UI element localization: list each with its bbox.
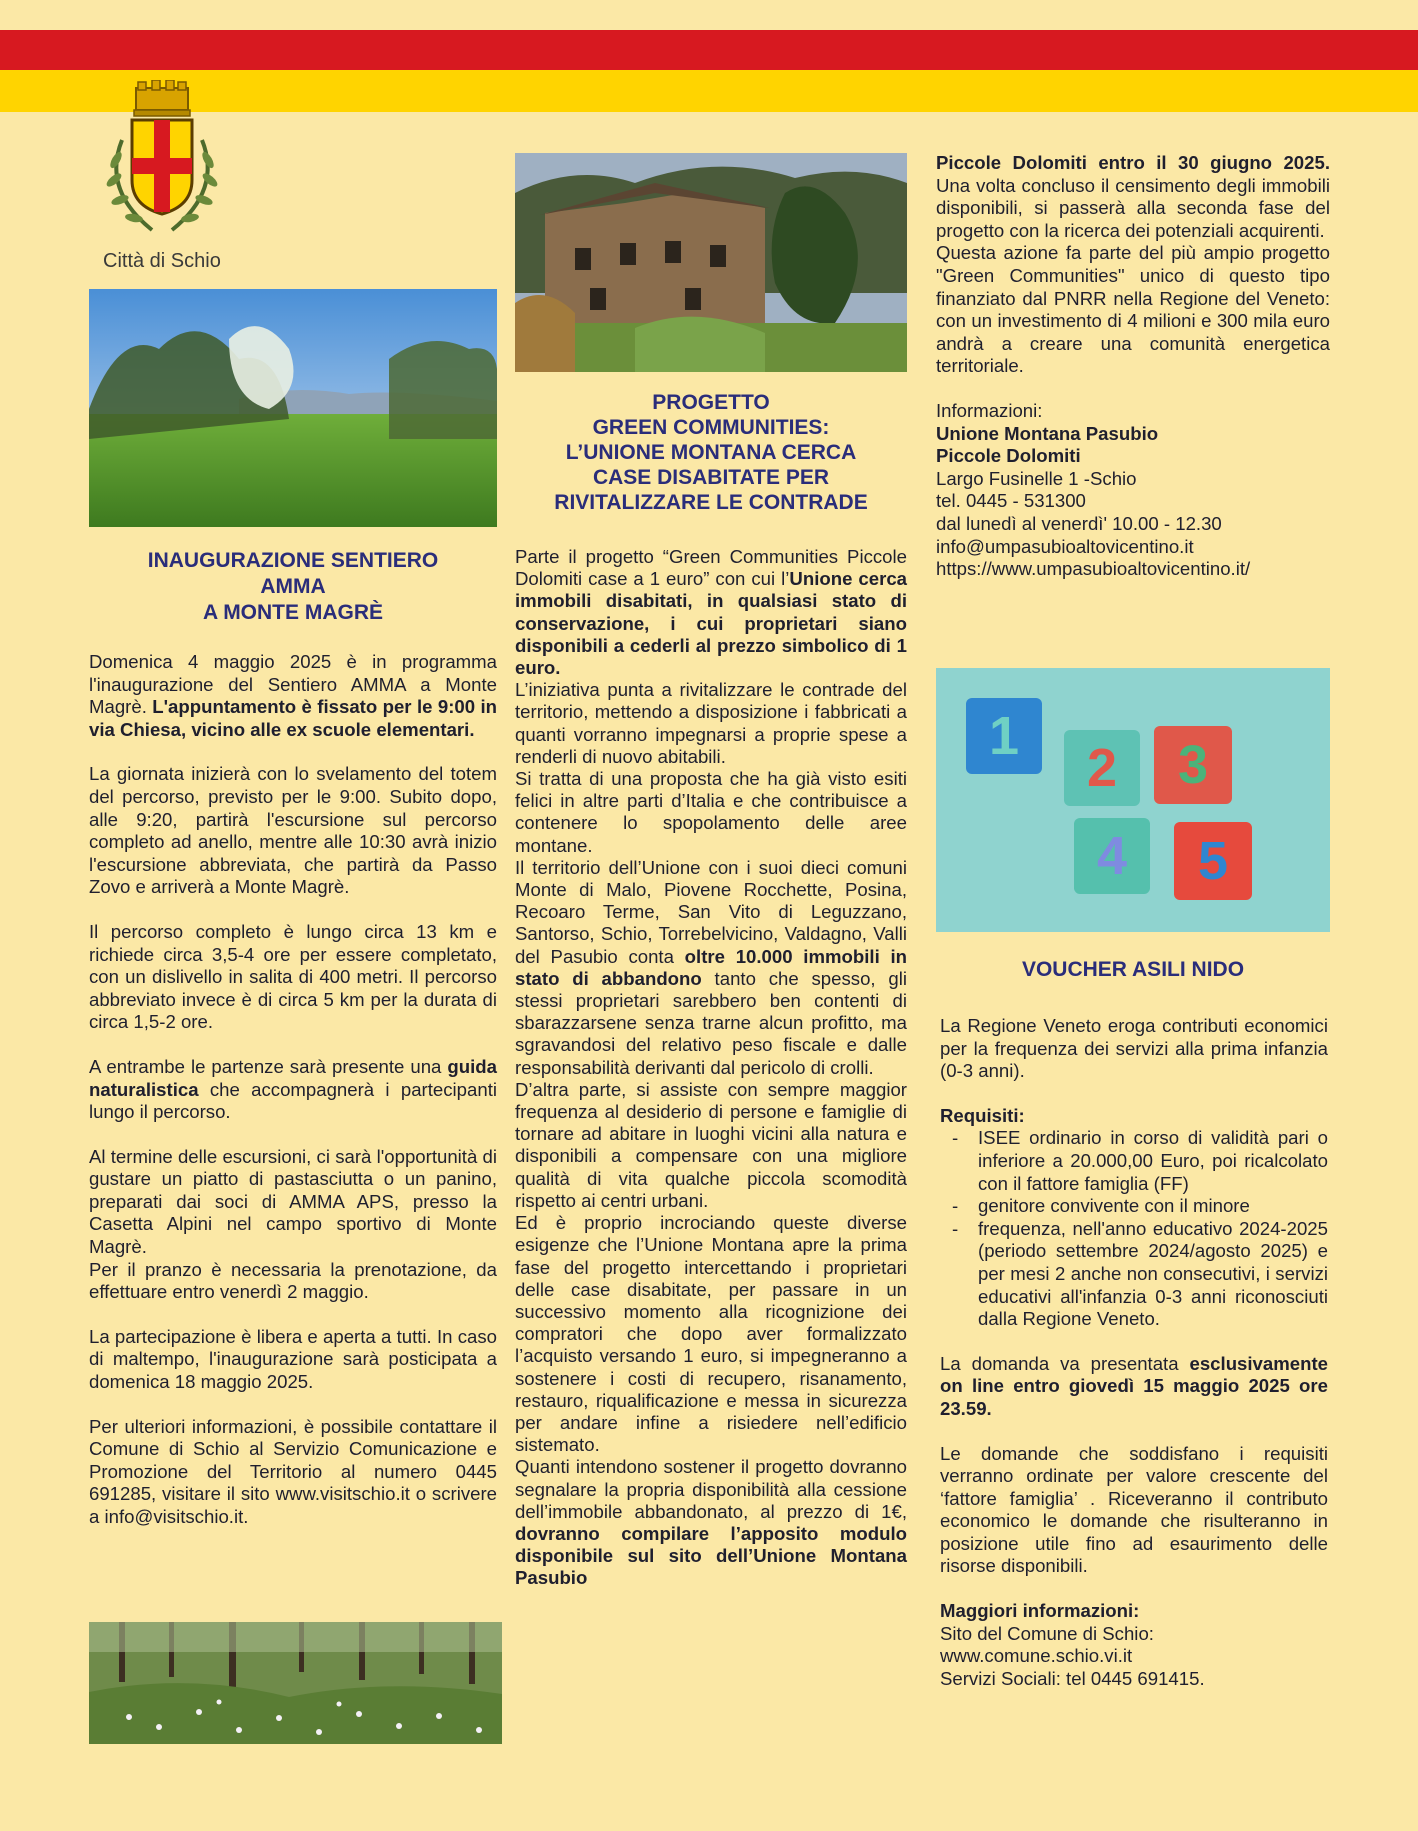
paragraph: La domanda va presentata esclusivamente on line entro giovedì 15 maggio 2025 ore 23.59. [940, 1352, 1328, 1419]
more-info [940, 1600, 1328, 1690]
contact-address: Largo Fusinelle 1 -Schio [936, 467, 1137, 489]
paragraph: A entrambe le partenze sarà presente una guida naturalistica che accompagnerà i partecipanti lungo il percorso. [89, 1055, 497, 1123]
contact-org: Piccole Dolomiti [936, 445, 1081, 467]
contact-email: info@umpasubioaltovicentino.it [936, 535, 1194, 557]
puzzle-digit-3: 3 [1177, 735, 1209, 795]
paragraph: Per ulteriori informazioni, è possibile contattare il Comune di Schio al Servizio Comunicazione e Promozione del Territorio al numero 0445 691285, visitare il sito www.visitschio.it o scrivere a info@visitschio.it. [89, 1415, 497, 1527]
contact-website: https://www.umpasubioaltovicentino.it/ [936, 558, 1251, 580]
paragraph: Per il pranzo è necessaria la prenotazione, da effettuare entro venerdì 2 maggio. [89, 1258, 497, 1303]
puzzle-digit-1: 1 [988, 706, 1020, 766]
middle-article-body [515, 546, 907, 1590]
middle-title-line: RIVITALIZZARE LE CONTRADE [554, 491, 868, 514]
list-item: - genitore convivente con il minore [940, 1195, 1328, 1218]
contact-phone: tel. 0445 - 531300 [936, 490, 1086, 512]
paragraph: Domenica 4 maggio 2025 è in programma l'inaugurazione del Sentiero AMMA a Monte Magrè. L'appuntamento è fissato per le 9:00 in via Chiesa, vicino alle ex scuole elementari. [89, 651, 497, 740]
contact-org: Unione Montana Pasubio [936, 422, 1159, 444]
city-crest-logo [92, 80, 232, 240]
meadow-photo [89, 289, 497, 527]
left-title-line: AMMA [260, 575, 326, 598]
contact-info [936, 400, 1330, 581]
paragraph: Si tratta di una proposta che ha già visto esiti felici in altre parti d’Italia e che contribuisce a contenere lo spopolamento delle aree montane. [515, 768, 907, 856]
middle-title-line: CASE DISABITATE PER [592, 466, 830, 489]
more-info-line: Sito del Comune di Schio: [940, 1622, 1154, 1644]
left-title-line: A MONTE MAGRÈ [202, 601, 384, 624]
woods-flowers-photo [89, 1622, 502, 1744]
requirements-label: Requisiti: [940, 1104, 1025, 1126]
voucher-article-body [940, 1015, 1328, 1690]
red-band [0, 30, 1418, 70]
contact-hours: dal lunedì al venerdì' 10.00 - 12.30 [936, 512, 1222, 534]
middle-title-line: GREEN COMMUNITIES: [592, 416, 830, 439]
contact-label: Informazioni: [936, 399, 1043, 421]
city-label: Città di Schio [103, 250, 221, 272]
paragraph: Parte il progetto “Green Communities Piccole Dolomiti case a 1 euro” con cui l’Unione cerca immobili disabitati, in qualsiasi stato di conservazione, i cui proprietari siano disponibili a cederli al prezzo simbolico di 1 euro. [515, 546, 907, 679]
more-info-label: Maggiori informazioni: [940, 1600, 1140, 1622]
paragraph: La giornata inizierà con lo svelamento del totem del percorso, previsto per le 9:00. Subito dopo, alle 9:20, partirà l'escursione sul percorso completo ad anello, mentre alle 10:30 avrà inizio l'escursione abbreviata, che partirà da Passo Zovo e arriverà a Monte Magrè. [89, 763, 497, 898]
list-item: - frequenza, nell'anno educativo 2024-2025 (periodo settembre 2024/agosto 2025) e per mesi 2 anche non consecutivi, i servizi educativi all'infanzia 0-3 anni riconosciuti dalla Regione Veneto. [940, 1218, 1328, 1331]
middle-article-title [515, 390, 907, 515]
paragraph: Questa azione fa parte del più ampio progetto "Green Communities" unico di questo tipo finanziato dal PNRR nella Regione del Veneto: con un investimento di 4 milioni e 300 mila euro andrà a creare una comunità energetica territoriale. [936, 242, 1330, 377]
paragraph: L’iniziativa punta a rivitalizzare le contrade del territorio, mettendo a disposizione i fabbricati a quanti vorranno impegnarsi a proprie spese a renderli di nuovo abitabili. [515, 679, 907, 767]
puzzle-numbers-photo [936, 668, 1330, 932]
middle-title-line: L’UNIONE MONTANA CERCA [565, 441, 857, 464]
paragraph: La Regione Veneto eroga contributi economici per la frequenza dei servizi alla prima infanzia (0-3 anni). [940, 1015, 1328, 1082]
left-title-line: INAUGURAZIONE SENTIERO [147, 549, 439, 572]
right-article-continuation [936, 152, 1330, 581]
paragraph: Ed è proprio incrociando queste diverse esigenze che l’Unione Montana apre la prima fase del progetto intercettando i proprietari delle case disabitate, per passare in un successivo momento alla ricognizione dei compratori che dopo aver formalizzato l’acquisto versando 1 euro, si impegneranno a sostenere i costi di recupero, risanamento, restauro, riqualificazione e messa in sicurezza per andare infine a risiedere nell’edificio sistemato. [515, 1212, 907, 1456]
puzzle-digit-2: 2 [1086, 738, 1118, 798]
paragraph: Quanti intendono sostener il progetto dovranno segnalare la propria disponibilità alla cessione dell’immobile abbandonato, al prezzo di 1€, dovranno compilare l’apposito modulo disponibile sul sito dell’Unione Montana Pasubio [515, 1456, 907, 1589]
list-item: - ISEE ordinario in corso di validità pari o inferiore a 20.000,00 Euro, poi ricalcolato con il fattore famiglia (FF) [940, 1127, 1328, 1195]
abandoned-house-photo [515, 153, 907, 372]
requirements-list [940, 1127, 1328, 1330]
paragraph: Il percorso completo è lungo circa 13 km e richiede circa 3,5-4 ore per essere completato, con un dislivello in salita di 400 metri. Il percorso abbreviato invece è di circa 5 km per la durata di circa 1,5-2 ore. [89, 920, 497, 1033]
voucher-title: VOUCHER ASILI NIDO [1021, 958, 1245, 981]
paragraph: Piccole Dolomiti entro il 30 giugno 2025. Una volta concluso il censimento degli immobili disponibili, si passerà alla seconda fase del progetto con la ricerca dei potenziali acquirenti. [936, 152, 1330, 241]
paragraph: Al termine delle escursioni, ci sarà l'opportunità di gustare un piatto di pastasciutta o un panino, preparati dai soci di AMMA APS, presso la Casetta Alpini nel campo sportivo di Monte Magrè. [89, 1145, 497, 1258]
paragraph: La partecipazione è libera e aperta a tutti. In caso di maltempo, l'inaugurazione sarà posticipata a domenica 18 maggio 2025. [89, 1325, 497, 1393]
paragraph: D’altra parte, si assiste con sempre maggior frequenza al desiderio di persone e famiglie di tornare ad abitare in luoghi vicini alla natura e disponibili a compensare con una migliore qualità di vita qualche piccola scomodità rispetto ai centri urbani. [515, 1078, 907, 1211]
more-info-website: www.comune.schio.vi.it [940, 1645, 1133, 1667]
middle-title-line: PROGETTO [652, 391, 770, 414]
paragraph: Il territorio dell’Unione con i suoi dieci comuni Monte di Malo, Piovene Rocchette, Posina, Recoaro Terme, San Vito di Leguzzano, Santorso, Schio, Torrebelvicino, Valdagno, Valli del Pasubio conta oltre 10.000 immobili in stato di abbandono tanto che spesso, gli stessi proprietari sarebbero ben contenti di sbarazzarsene senza trarne alcun profitto, ma sgravandosi del relativo peso fiscale e dalle responsabilità derivanti dal pericolo di crolli. [515, 856, 907, 1078]
left-article-title [89, 548, 497, 626]
left-article-body [89, 651, 497, 1529]
more-info-phone: Servizi Sociali: tel 0445 691415. [940, 1667, 1205, 1689]
puzzle-digit-5: 5 [1197, 831, 1229, 891]
puzzle-digit-4: 4 [1096, 826, 1128, 886]
paragraph: Le domande che soddisfano i requisiti verranno ordinate per valore crescente del ‘fattore famiglia’ . Riceveranno il contributo economico le domande che risulteranno in posizione utile fino ad esaurimento delle risorse disponibili. [940, 1442, 1328, 1577]
